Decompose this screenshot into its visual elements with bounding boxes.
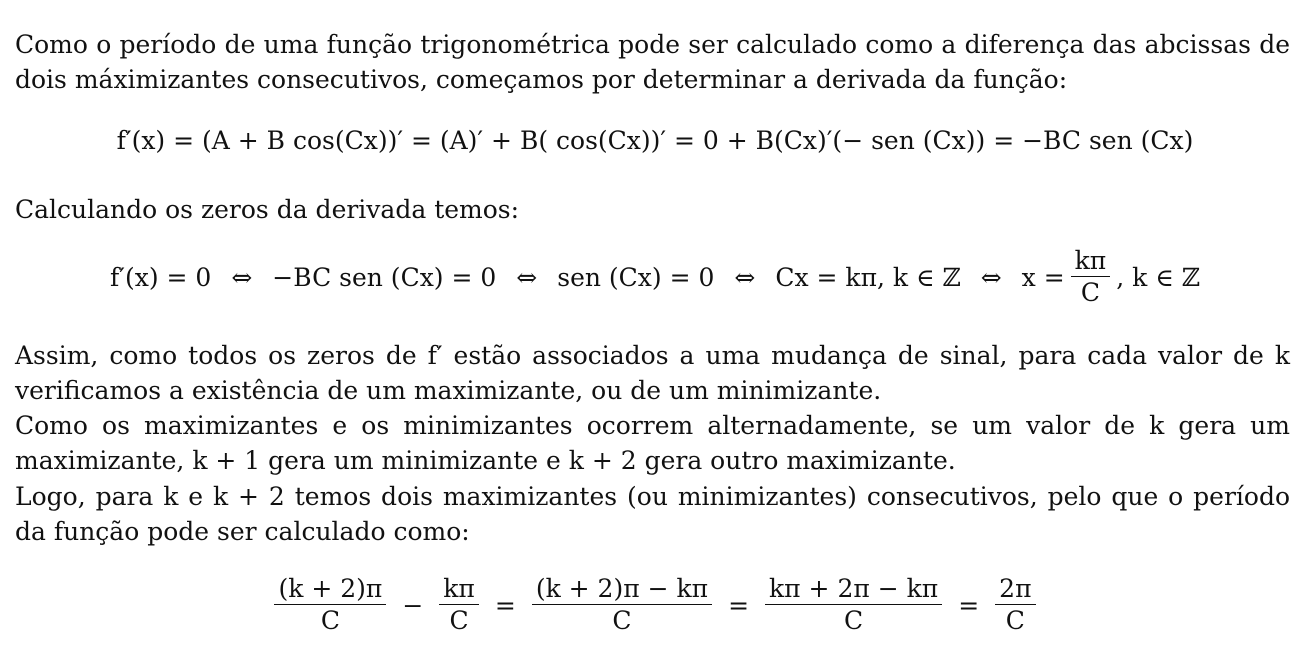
equals-symbol: = [958, 591, 980, 620]
derivative-equation [0, 126, 1310, 155]
alternation-paragraph: Como os maximizantes e os minimizantes ocorrem alternadamente, se um valor de k gera um maximizante, k + 1 gera um minimizante e k + 2 gera outro maximizante. [15, 411, 1290, 475]
intro-paragraph: Como o período de uma função trigonométrica pode ser calculado como a diferença das abcissas de dois máximizantes consecutivos, começamos por determinar a derivada da função: [15, 30, 1290, 94]
equals-symbol: = [728, 591, 750, 620]
equals-symbol: = [494, 591, 516, 620]
zeros-step-3: sen (Cx) = 0 [557, 263, 715, 292]
fraction-expanded-over-c [765, 574, 942, 637]
fraction-denominator: C [320, 606, 340, 635]
derivative-expression: f′(x) = (A + B cos(Cx))′ = (A)′ + B( cos(Cx))′ = 0 + B(Cx)′(− sen (Cx)) = −BC sen (Cx) [116, 126, 1194, 155]
fraction-denominator: C [1080, 278, 1101, 307]
zeros-step-1: f′(x) = 0 [110, 263, 212, 292]
zeros-step-4: Cx = kπ, k ∈ ℤ [775, 263, 961, 292]
equivalence-symbol: ⇔ [980, 263, 1002, 292]
fraction-k-pi-over-c [439, 574, 479, 637]
minus-symbol: − [402, 591, 424, 620]
fraction-numerator: 2π [995, 574, 1035, 605]
conclusion-paragraph: Logo, para k e k + 2 temos dois maximizantes (ou minimizantes) consecutivos, pelo que o período da função pode ser calculado como: [15, 482, 1290, 546]
equivalence-symbol: ⇔ [231, 263, 253, 292]
fraction-denominator: C [1005, 606, 1025, 635]
fraction-numerator: kπ [1071, 246, 1111, 277]
fraction-numerator: (k + 2)π [274, 574, 386, 605]
equivalence-symbol: ⇔ [516, 263, 538, 292]
fraction-denominator: C [844, 606, 864, 635]
zeros-step-5-rhs: , k ∈ ℤ [1116, 263, 1200, 292]
fraction-numerator: kπ + 2π − kπ [765, 574, 942, 605]
fraction-2pi-over-c [995, 574, 1035, 637]
period-equation [0, 574, 1310, 637]
fraction-denominator: C [449, 606, 469, 635]
sign-change-paragraph: Assim, como todos os zeros de f′ estão associados a uma mudança de sinal, para cada valor de k verificamos a existência de um maximizante, ou de um minimizante. [15, 341, 1290, 405]
equivalence-symbol: ⇔ [734, 263, 756, 292]
zeros-step-2: −BC sen (Cx) = 0 [272, 263, 497, 292]
zeros-step-5-lhs: x = [1021, 263, 1065, 292]
zeros-intro-paragraph: Calculando os zeros da derivada temos: [15, 195, 520, 224]
fraction-k-pi-over-c [1071, 246, 1111, 309]
zeros-equation [0, 246, 1310, 309]
fraction-denominator: C [612, 606, 632, 635]
fraction-numerator: kπ [439, 574, 479, 605]
fraction-k-plus-2-pi-over-c [274, 574, 386, 637]
fraction-numerator: (k + 2)π − kπ [532, 574, 712, 605]
fraction-difference-over-c [532, 574, 712, 637]
